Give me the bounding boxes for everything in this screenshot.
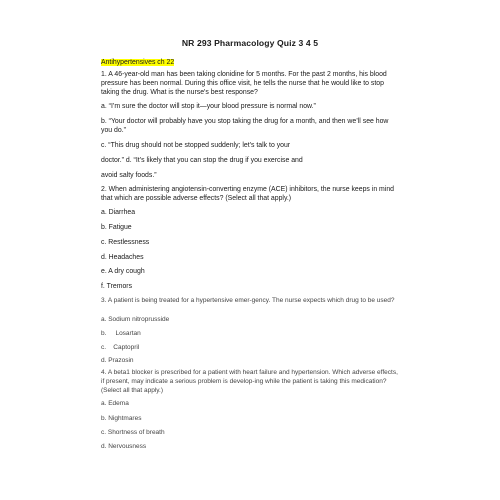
- question-3-option: b. Losartan: [101, 330, 141, 337]
- highlighted-section-label: Antihypertensives ch 22: [101, 59, 175, 66]
- question-3-option: c. Captopril: [101, 344, 140, 351]
- question-3-option: a. Sodium nitroprusside: [101, 316, 170, 323]
- question-1-stem: 1. A 46-year-old man has been taking clonidine for 5 months. For the past 2 months, his blood pressure has been normal. During this office visit, he tells the nurse that he would like to stop taking the drug. What is the nurse's best response?: [101, 71, 387, 96]
- question-2-option: d. Headaches: [101, 254, 144, 261]
- question-1-option-a: a. “I’m sure the doctor will stop it—your blood pressure is normal now.”: [101, 103, 316, 110]
- question-4-option: d. Nervousness: [101, 443, 147, 450]
- question-4-option: c. Shortness of breath: [101, 429, 165, 436]
- document-title: NR 293 Pharmacology Quiz 3 4 5: [181, 38, 319, 48]
- question-1-option-b: b. “Your doctor will probably have you stop taking the drug for a month, and then we’ll see how you do.”: [101, 118, 389, 134]
- section-heading: [101, 58, 174, 67]
- question-2-option: c. Restlessness: [101, 239, 150, 246]
- question-1-option-c: c. “This drug should not be stopped suddenly; let’s talk to your: [101, 142, 291, 149]
- question-4-stem: 4. A beta1 blocker is prescribed for a patient with heart failure and hypertension. Which adverse effects, if present, may indicate a serious problem is develop-ing while the patient is taking this medication? (Select all that apply.): [101, 369, 398, 394]
- question-4-option: b. Nightmares: [101, 415, 142, 422]
- question-2-option: f. Tremors: [101, 283, 133, 290]
- question-2-option: a. Diarrhea: [101, 209, 136, 216]
- question-3-option: d. Prazosin: [101, 357, 134, 364]
- question-3-stem: 3. A patient is being treated for a hypertensive emer-gency. The nurse expects which drug to be used?: [101, 297, 395, 304]
- question-4-option: a. Edema: [101, 400, 129, 407]
- question-2-option: b. Fatigue: [101, 224, 132, 231]
- question-2-option: e. A dry cough: [101, 268, 145, 275]
- question-1-option-d-continued: avoid salty foods.”: [101, 172, 157, 179]
- question-2-stem: 2. When administering angiotensin-converting enzyme (ACE) inhibitors, the nurse keeps in mind that which are possible adverse effects? (Select all that apply.): [101, 186, 394, 202]
- question-1-option-d: doctor.” d. “It’s likely that you can stop the drug if you exercise and: [101, 157, 303, 164]
